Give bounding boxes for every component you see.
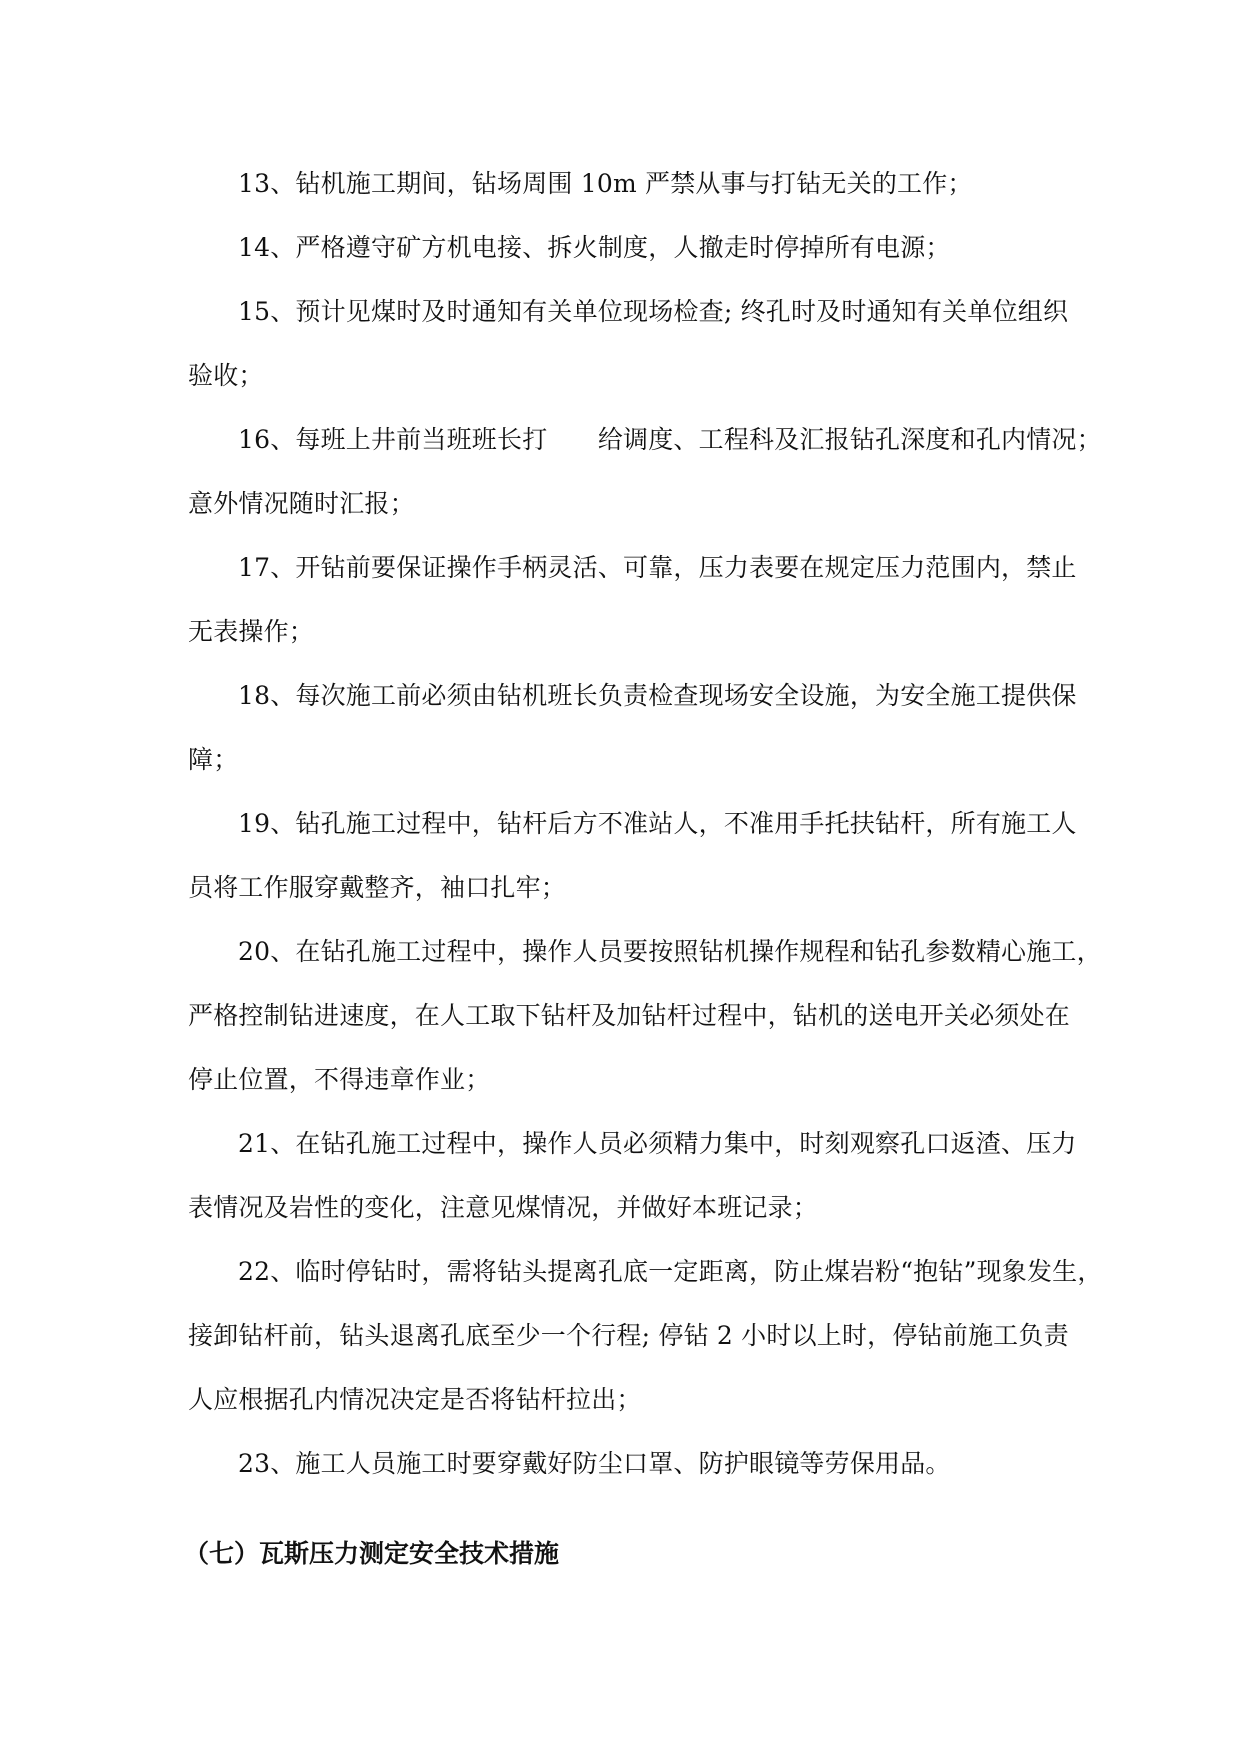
item-19-line-1: 19、钻孔施工过程中，钻杆后方不准站人，不准用手托扶钻杆，所有施工人 [238,809,1077,838]
item-22-line-2: 接卸钻杆前，钻头退离孔底至少一个行程; 停钻 2 小时以上时，停钻前施工负责 [188,1321,1069,1350]
item-16-line-1: 16、每班上井前当班班长打 给调度、工程科及汇报钻孔深度和孔内情况； [238,425,1102,454]
item-18-line-2: 障； [188,745,239,774]
section-heading: （七）瓦斯压力测定安全技术措施 [184,1539,560,1568]
item-21-line-2: 表情况及岩性的变化，注意见煤情况，并做好本班记录； [188,1193,819,1222]
item-17-line-1: 17、开钻前要保证操作手柄灵活、可靠，压力表要在规定压力范围内，禁止 [238,553,1077,582]
item-23-line-1: 23、施工人员施工时要穿戴好防尘口罩、防护眼镜等劳保用品。 [238,1449,951,1478]
item-14-line-1: 14、严格遵守矿方机电接、拆火制度，人撤走时停掉所有电源； [238,233,951,262]
item-16-line-2: 意外情况随时汇报； [188,489,415,518]
item-22-line-3: 人应根据孔内情况决定是否将钻杆拉出； [188,1385,642,1414]
item-18-line-1: 18、每次施工前必须由钻机班长负责检查现场安全设施，为安全施工提供保 [238,681,1077,710]
item-13-line-1: 13、钻机施工期间，钻场周围 10m 严禁从事与打钻无关的工作； [238,169,973,198]
item-17-line-2: 无表操作； [188,617,315,646]
item-19-line-2: 员将工作服穿戴整齐，袖口扎牢； [188,873,567,902]
item-20-line-1: 20、在钻孔施工过程中，操作人员要按照钻机操作规程和钻孔参数精心施工， [238,937,1102,966]
item-15-line-1: 15、预计见煤时及时通知有关单位现场检查; 终孔时及时通知有关单位组织 [238,297,1069,326]
item-21-line-1: 21、在钻孔施工过程中，操作人员必须精力集中，时刻观察孔口返渣、压力 [238,1129,1077,1158]
item-15-line-2: 验收； [188,361,264,390]
item-20-line-3: 停止位置，不得违章作业； [188,1065,491,1094]
item-20-line-2: 严格控制钻进速度，在人工取下钻杆及加钻杆过程中，钻机的送电开关必须处在 [188,1001,1071,1030]
item-22-line-1: 22、临时停钻时，需将钻头提离孔底一定距离，防止煤岩粉“抱钻”现象发生， [238,1257,1103,1286]
